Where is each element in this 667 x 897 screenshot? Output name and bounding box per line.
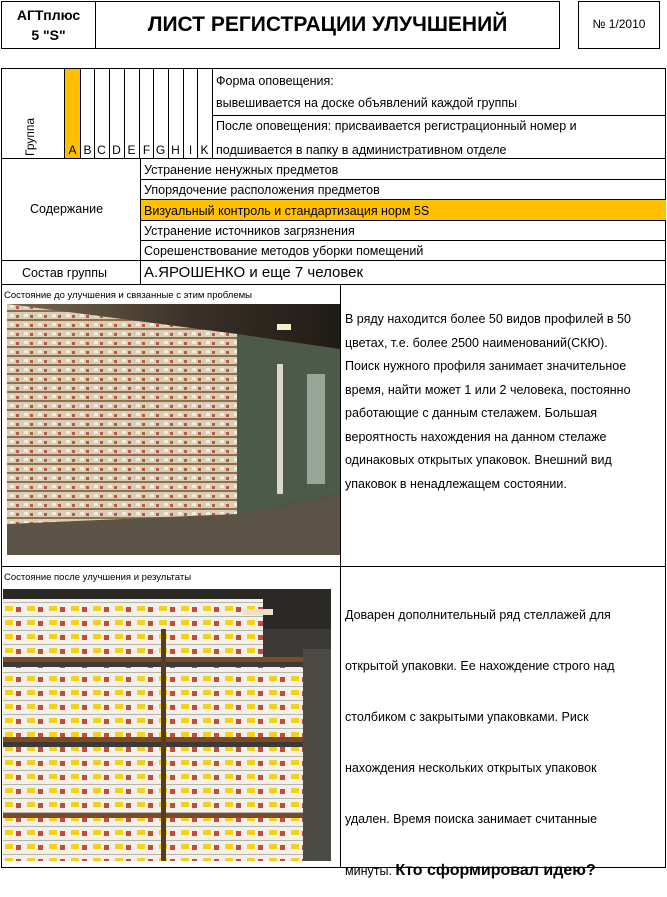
company-name: АГТплюс: [16, 7, 81, 23]
group-letter-b: B: [83, 143, 92, 157]
divider: [140, 199, 666, 200]
content-label: Содержание: [30, 202, 104, 216]
group-letter-a: A: [68, 143, 77, 157]
after-photo: [3, 589, 331, 861]
content-item: Упорядочение расположения предметов: [144, 183, 380, 197]
notice-line: Форма оповещения:: [216, 74, 334, 88]
divider: [1, 284, 666, 285]
page-title: ЛИСТ РЕГИСТРАЦИИ УЛУЧШЕНИЙ: [147, 13, 508, 36]
before-caption: Состояние до улучшения и связанные с этим проблемы: [4, 290, 252, 301]
group-letter-d: D: [112, 143, 121, 157]
divider: [212, 68, 213, 158]
group-label: Группа: [23, 117, 37, 156]
divider: [140, 240, 666, 241]
before-photo: [7, 304, 340, 555]
content-item: Устранение источников загрязнения: [144, 224, 355, 238]
divider: [140, 179, 666, 180]
content-item-highlighted: Визуальный контроль и стандартизация норм 5S: [144, 204, 430, 218]
company-subtitle: 5 "S": [31, 27, 66, 43]
divider: [140, 220, 666, 221]
divider: [140, 158, 141, 284]
before-description: В ряду находится более 50 видов профилей в 50 цветах, т.е. более 2500 наименований(СКЮ). Поиск нужного профиля занимает значительное время, найти может 1 или 2 человека, постоянно работающие с данным стелажем. Большая вероятность нахождения на данном стелаже одинаковых открытых упаковок. Внешний вид упаковок в ненадлежащем состоянии.: [345, 312, 631, 491]
notice-line: После оповещения: присваивается регистрационный номер и: [216, 119, 577, 133]
idea-author-question: Кто сформировал идею?: [395, 862, 596, 879]
divider: [1, 158, 666, 159]
divider: [212, 115, 666, 116]
notice-line: подшивается в папку в административном отделе: [216, 143, 507, 157]
content-item: Устранение ненужных предметов: [144, 163, 339, 177]
notice-line: вывешивается на доске объявлений каждой группы: [216, 96, 518, 110]
group-letter-f: F: [142, 143, 151, 157]
content-item: Сорешенствование методов уборки помещений: [144, 244, 424, 258]
after-caption: Состояние после улучшения и результаты: [4, 572, 192, 583]
team-value: А.ЯРОШЕНКО и еще 7 человек: [144, 264, 364, 281]
divider: [1, 260, 666, 261]
group-letter-e: E: [127, 143, 136, 157]
group-letter-i: I: [188, 143, 193, 157]
group-letter-h: H: [171, 143, 180, 157]
group-letter-c: C: [97, 143, 106, 157]
document-number: № 1/2010: [592, 17, 646, 31]
divider: [1, 566, 666, 567]
team-label: Состав группы: [22, 266, 108, 280]
group-letter-k: K: [200, 143, 209, 157]
divider: [340, 284, 341, 868]
group-letter-g: G: [155, 143, 166, 157]
after-description: Доварен дополнительный ряд стеллажей для открытой упаковки. Ее нахождение строго над столбиком с закрытыми упаковками. Риск нахождения нескольких открытых упаковок удален. Время поиска занимает считанные минуты. Кто сформировал идею?: [345, 608, 615, 879]
